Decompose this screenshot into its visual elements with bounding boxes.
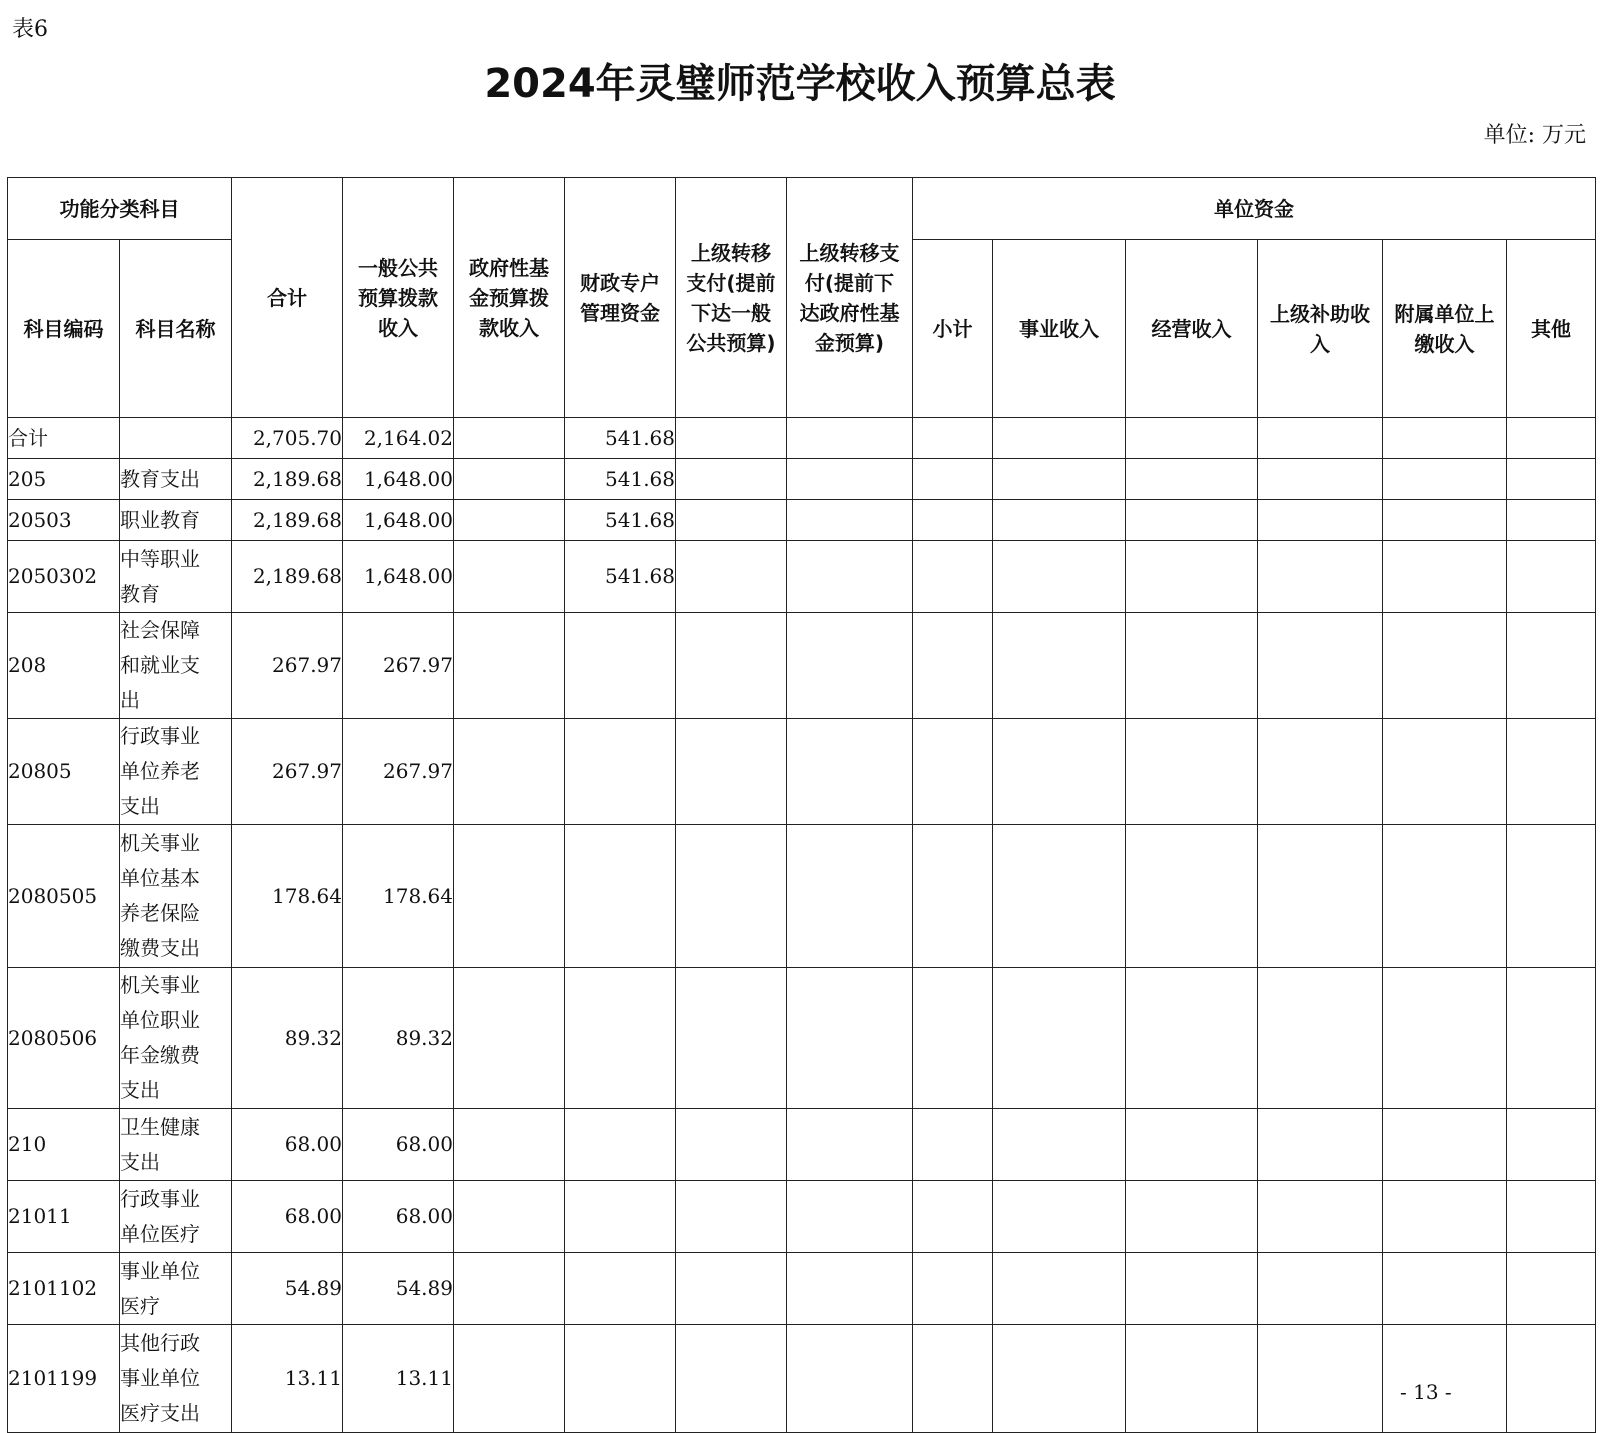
row-general-public: 1,648.00 [343,459,454,500]
table-row [8,1181,1596,1253]
row-general-public: 2,164.02 [343,418,454,459]
table-row [8,418,1596,459]
row-code: 2050302 [8,541,120,613]
row-total: 2,189.68 [232,541,343,613]
row-code: 20805 [8,719,120,825]
row-code: 208 [8,613,120,719]
row-fiscal-special: 541.68 [565,459,676,500]
table-row [8,1253,1596,1325]
row-fiscal-special [565,968,676,1109]
income-budget-table [7,177,1596,1433]
row-general-public: 13.11 [343,1325,454,1433]
row-total: 267.97 [232,719,343,825]
row-code: 合计 [8,418,120,459]
row-gov-fund [454,719,565,825]
row-name: 卫生健康支出 [120,1109,232,1181]
header-transfer-fund: 上级转移支付(提前下达政府性基金预算) [787,178,913,418]
header-functional-category: 功能分类科目 [8,178,232,240]
row-general-public: 1,648.00 [343,541,454,613]
row-gov-fund [454,541,565,613]
table-row [8,968,1596,1109]
header-superior-subsidy: 上级补助收入 [1258,240,1383,418]
table-tag: 表6 [12,17,48,42]
row-fiscal-special: 541.68 [565,541,676,613]
row-code: 2101199 [8,1325,120,1433]
row-fiscal-special [565,1181,676,1253]
row-name: 中等职业教育 [120,541,232,613]
row-total: 54.89 [232,1253,343,1325]
header-total: 合计 [232,178,343,418]
header-other: 其他 [1507,240,1596,418]
row-fiscal-special [565,825,676,968]
table-row [8,719,1596,825]
row-total: 267.97 [232,613,343,719]
row-name: 机关事业单位职业年金缴费支出 [120,968,232,1109]
table-row [8,1109,1596,1181]
row-general-public: 68.00 [343,1181,454,1253]
row-general-public: 178.64 [343,825,454,968]
row-code: 2080506 [8,968,120,1109]
row-total: 2,189.68 [232,500,343,541]
row-gov-fund [454,459,565,500]
header-operating-income: 经营收入 [1126,240,1258,418]
row-fiscal-special: 541.68 [565,418,676,459]
row-fiscal-special [565,613,676,719]
row-gov-fund [454,1253,565,1325]
table-row [8,1325,1596,1433]
row-name: 事业单位医疗 [120,1253,232,1325]
header-general-public: 一般公共预算拨款收入 [343,178,454,418]
row-fiscal-special [565,1253,676,1325]
row-name: 职业教育 [120,500,232,541]
header-transfer-general: 上级转移支付(提前下达一般公共预算) [676,178,787,418]
header-affiliated-income: 附属单位上缴收入 [1383,240,1507,418]
table-row [8,500,1596,541]
header-gov-fund: 政府性基金预算拨款收入 [454,178,565,418]
row-code: 205 [8,459,120,500]
row-gov-fund [454,1109,565,1181]
row-gov-fund [454,418,565,459]
row-total: 2,705.70 [232,418,343,459]
row-code: 2101102 [8,1253,120,1325]
row-code: 210 [8,1109,120,1181]
header-name: 科目名称 [120,240,232,418]
row-gov-fund [454,968,565,1109]
row-total: 2,189.68 [232,459,343,500]
row-general-public: 89.32 [343,968,454,1109]
row-name: 其他行政事业单位医疗支出 [120,1325,232,1433]
row-code: 20503 [8,500,120,541]
row-gov-fund [454,613,565,719]
row-total: 89.32 [232,968,343,1109]
row-name: 行政事业单位医疗 [120,1181,232,1253]
row-gov-fund [454,500,565,541]
row-general-public: 54.89 [343,1253,454,1325]
header-code: 科目编码 [8,240,120,418]
row-general-public: 68.00 [343,1109,454,1181]
table-row [8,825,1596,968]
row-fiscal-special [565,1109,676,1181]
row-gov-fund [454,1181,565,1253]
row-fiscal-special [565,1325,676,1433]
row-general-public: 267.97 [343,719,454,825]
row-total: 13.11 [232,1325,343,1433]
table-row [8,541,1596,613]
row-gov-fund [454,825,565,968]
row-fiscal-special [565,719,676,825]
header-business-income: 事业收入 [993,240,1126,418]
row-gov-fund [454,1325,565,1433]
row-code: 21011 [8,1181,120,1253]
row-code: 2080505 [8,825,120,968]
row-name: 机关事业单位基本养老保险缴费支出 [120,825,232,968]
header-unit-funds: 单位资金 [913,178,1596,240]
row-general-public: 267.97 [343,613,454,719]
page-number: - 13 - [1400,1380,1452,1404]
table-row [8,613,1596,719]
header-subtotal: 小计 [913,240,993,418]
row-fiscal-special: 541.68 [565,500,676,541]
unit-label: 单位: 万元 [1483,123,1586,148]
row-total: 68.00 [232,1109,343,1181]
row-total: 178.64 [232,825,343,968]
table-row [8,459,1596,500]
header-fiscal-special: 财政专户管理资金 [565,178,676,418]
row-total: 68.00 [232,1181,343,1253]
row-name [120,418,232,459]
row-general-public: 1,648.00 [343,500,454,541]
page-title: 2024年灵璧师范学校收入预算总表 [484,61,1116,107]
row-name: 行政事业单位养老支出 [120,719,232,825]
row-name: 教育支出 [120,459,232,500]
row-name: 社会保障和就业支出 [120,613,232,719]
